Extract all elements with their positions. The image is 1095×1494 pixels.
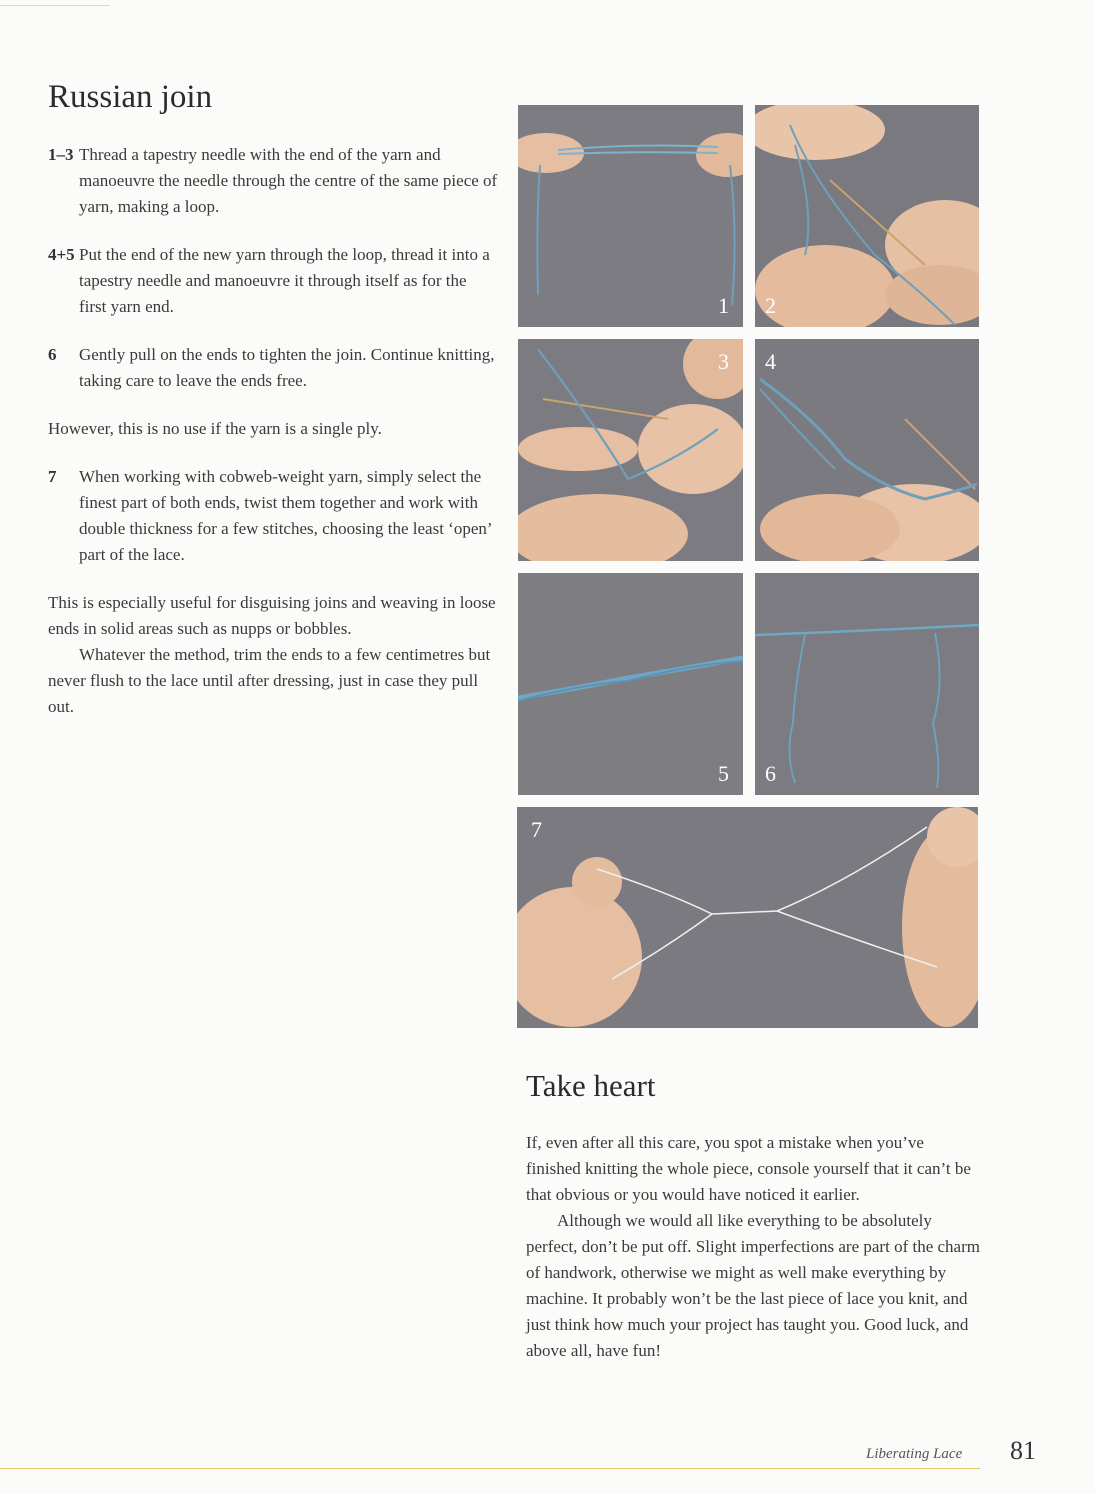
page-number: 81 [1010, 1436, 1036, 1465]
photo-label: 2 [765, 293, 776, 318]
body-paragraph: Whatever the method, trim the ends to a few centimetres but never flush to the lace until after dressing, just in case they pull out. [48, 645, 491, 716]
note-paragraph: However, this is no use if the yarn is a single ply. [48, 419, 382, 438]
step-number: 6 [48, 345, 57, 364]
section-title: Russian join [48, 79, 213, 115]
russian-join-section [48, 78, 498, 720]
body-paragraph: This is especially useful for disguising joins and weaving in loose ends in solid areas such as nupps or bobbles. [48, 593, 496, 638]
step-item [48, 342, 498, 394]
step-item [48, 142, 498, 220]
step-item [48, 242, 498, 320]
photo-step-7 [517, 807, 978, 1028]
photo-step-1 [518, 105, 743, 327]
photo-label: 6 [765, 761, 776, 786]
photo-label: 3 [718, 349, 729, 374]
top-rule [0, 5, 110, 6]
step-number: 7 [48, 467, 57, 486]
step-text: Put the end of the new yarn through the loop, thread it into a tapestry needle and manoeuvre it through itself as for the first yarn end. [79, 245, 490, 316]
take-heart-section [526, 1068, 981, 1364]
body-paragraph: Although we would all like everything to be absolutely perfect, don’t be put off. Slight imperfections are part of the charm of handwork, otherwise we might as well make everything by machine. It probably won’t be the last piece of lace you knit, and just think how much your project has taught you. Good luck, and above all, have fun! [526, 1211, 980, 1360]
step-item [48, 464, 498, 568]
photo-step-4 [755, 339, 979, 561]
photo-step-3 [518, 339, 743, 561]
step-number: 4+5 [48, 245, 75, 264]
body-paragraph: If, even after all this care, you spot a mistake when you’ve finished knitting the whole piece, console yourself that it can’t be that obvious or you would have noticed it earlier. [526, 1133, 971, 1204]
photo-step-2 [755, 105, 979, 327]
photo-label: 5 [718, 761, 729, 786]
photo-step-5 [518, 573, 743, 795]
footer-rule [0, 1468, 980, 1469]
step-number: 1–3 [48, 145, 74, 164]
photo-label: 7 [531, 817, 542, 842]
step-text: Thread a tapestry needle with the end of the yarn and manoeuvre the needle through the centre of the same piece of yarn, making a loop. [79, 145, 498, 216]
photo-label: 1 [718, 293, 729, 318]
photo-step-6 [755, 573, 979, 795]
section-title: Take heart [526, 1068, 656, 1103]
step-text: Gently pull on the ends to tighten the join. Continue knitting, taking care to leave the ends free. [79, 345, 495, 390]
photo-label: 4 [765, 349, 776, 374]
running-title: Liberating Lace [866, 1446, 963, 1462]
step-text: When working with cobweb-weight yarn, simply select the finest part of both ends, twist them together and work with double thickness for a few stitches, choosing the least ‘open’ part of the lace. [79, 467, 492, 564]
